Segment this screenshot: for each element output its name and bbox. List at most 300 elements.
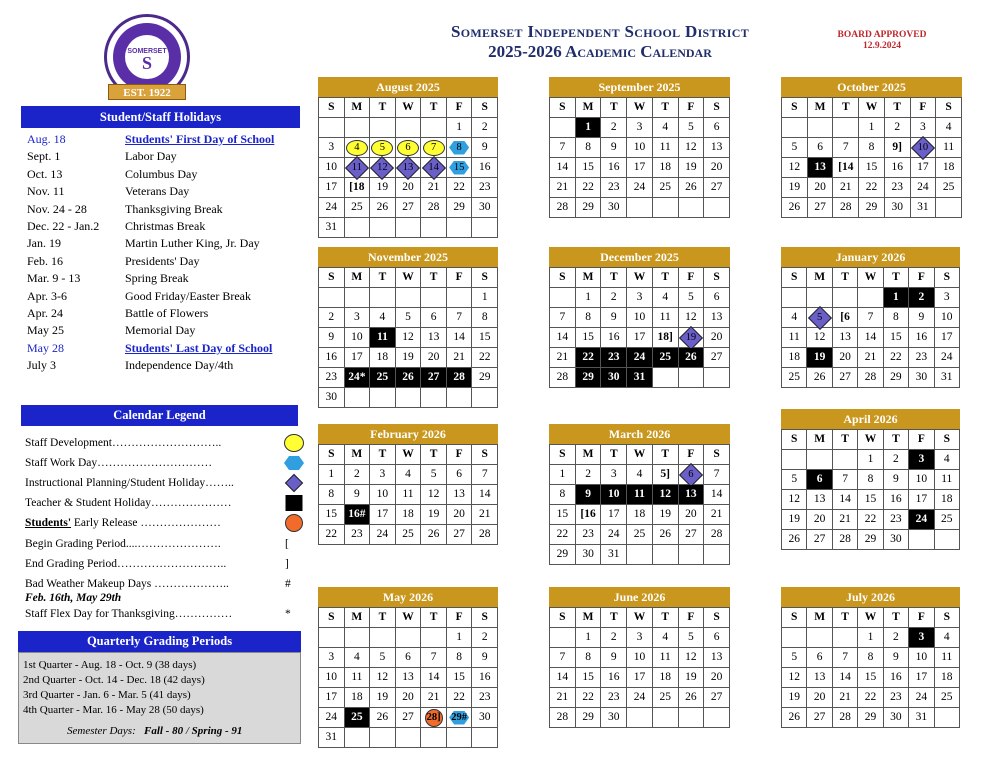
day-cell: 11 bbox=[370, 328, 396, 348]
day-cell: 14 bbox=[421, 668, 447, 688]
holiday-name: Battle of Flowers bbox=[125, 306, 209, 320]
day-cell: 29 bbox=[447, 198, 473, 218]
empty-cell bbox=[447, 728, 473, 748]
day-cell: 31 bbox=[911, 198, 937, 218]
day-number: 5 bbox=[379, 142, 386, 153]
quarter-2: 2nd Quarter - Oct. 14 - Dec. 18 (42 days) bbox=[23, 674, 205, 686]
day-cell: 27 bbox=[807, 708, 832, 728]
day-cell: 8 bbox=[858, 648, 883, 668]
day-cell: 21 bbox=[550, 178, 576, 198]
day-cell: 13 bbox=[704, 138, 730, 158]
spring-days: Spring - 91 bbox=[191, 725, 243, 737]
empty-cell bbox=[653, 198, 679, 218]
day-cell: 18 bbox=[935, 668, 960, 688]
calendar-june-2026 bbox=[549, 587, 730, 728]
black-square-icon bbox=[283, 494, 305, 512]
empty-cell bbox=[807, 450, 832, 470]
weekday-header: W bbox=[396, 268, 422, 288]
day-cell: 8 bbox=[576, 648, 602, 668]
holiday-name: Columbus Day bbox=[125, 166, 198, 181]
day-cell: 28 bbox=[550, 708, 576, 728]
day-cell: 26 bbox=[653, 525, 679, 545]
day-cell: 2 bbox=[345, 465, 371, 485]
day-cell: 12 bbox=[782, 668, 807, 688]
day-cell: 13 bbox=[833, 328, 858, 348]
day-cell: 17 bbox=[319, 688, 345, 708]
weekday-header: M bbox=[807, 608, 832, 628]
day-cell: 19 bbox=[396, 348, 422, 368]
day-cell: 17 bbox=[370, 505, 396, 525]
day-cell: 28 bbox=[833, 198, 859, 218]
day-cell: 11 bbox=[782, 328, 807, 348]
day-cell: 31 bbox=[319, 218, 345, 238]
day-cell: 25 bbox=[345, 198, 371, 218]
weekday-header: S bbox=[319, 445, 345, 465]
day-cell: 13 bbox=[807, 668, 832, 688]
day-cell: 17 bbox=[911, 158, 937, 178]
day-cell: 9 bbox=[601, 138, 627, 158]
empty-cell bbox=[627, 708, 653, 728]
weekday-header: F bbox=[447, 608, 473, 628]
holiday-date: Oct. 13 bbox=[27, 166, 63, 181]
legend-label: Bad Weather Makeup Days ……………….. bbox=[25, 578, 229, 590]
calendar-month-title: April 2026 bbox=[781, 409, 960, 429]
approval-label: BOARD APPROVED bbox=[837, 30, 927, 40]
empty-cell bbox=[627, 198, 653, 218]
weekday-header: T bbox=[370, 608, 396, 628]
day-cell: 5 bbox=[679, 118, 705, 138]
calendar-may-2026 bbox=[318, 587, 498, 748]
weekday-header: S bbox=[319, 98, 345, 118]
day-cell: 17 bbox=[909, 668, 934, 688]
day-cell: 31 bbox=[935, 368, 960, 388]
day-cell: 26 bbox=[679, 348, 705, 368]
day-cell bbox=[911, 138, 937, 158]
day-cell: 25 bbox=[782, 368, 807, 388]
weekday-header: S bbox=[319, 268, 345, 288]
day-cell: 24* bbox=[345, 368, 371, 388]
day-cell: 25 bbox=[936, 178, 962, 198]
holidays-title: Student/Staff Holidays bbox=[21, 106, 300, 128]
day-cell: 2 bbox=[909, 288, 934, 308]
weekday-header: S bbox=[472, 98, 498, 118]
approval-date: 12.9.2024 bbox=[863, 41, 901, 51]
holiday-name: Students' First Day of School bbox=[125, 132, 275, 146]
day-cell: 6 bbox=[808, 138, 834, 158]
day-cell: 13 bbox=[396, 668, 422, 688]
weekday-header: S bbox=[782, 430, 807, 450]
day-cell: 5 bbox=[782, 138, 808, 158]
day-cell: 30 bbox=[909, 368, 934, 388]
holiday-date: Mar. 9 - 13 bbox=[27, 271, 81, 286]
day-cell: 11 bbox=[935, 470, 960, 490]
empty-cell bbox=[319, 118, 345, 138]
day-cell: 29 bbox=[576, 198, 602, 218]
day-cell: 14 bbox=[858, 328, 883, 348]
day-cell: 25 bbox=[653, 688, 679, 708]
day-cell: 8 bbox=[576, 308, 602, 328]
day-cell: 4 bbox=[653, 288, 679, 308]
day-cell: 19 bbox=[679, 668, 705, 688]
day-cell bbox=[447, 708, 473, 728]
empty-cell bbox=[833, 288, 858, 308]
day-cell: 8 bbox=[884, 308, 909, 328]
logo-emblem bbox=[113, 23, 181, 91]
day-cell: 30 bbox=[885, 198, 911, 218]
day-cell: 9 bbox=[472, 138, 498, 158]
semester-label: Semester Days: bbox=[67, 725, 136, 737]
calendar-month-title: January 2026 bbox=[781, 247, 960, 267]
empty-cell bbox=[472, 728, 498, 748]
weekday-header: T bbox=[884, 430, 909, 450]
day-cell: 22 bbox=[859, 178, 885, 198]
day-cell: 9 bbox=[319, 328, 345, 348]
day-cell: 12 bbox=[679, 648, 705, 668]
empty-cell bbox=[808, 118, 834, 138]
empty-cell bbox=[782, 450, 807, 470]
weekday-header: F bbox=[909, 430, 934, 450]
weekday-header: W bbox=[396, 98, 422, 118]
day-cell: 2 bbox=[319, 308, 345, 328]
day-cell: 22 bbox=[576, 688, 602, 708]
day-cell: 17 bbox=[909, 490, 934, 510]
day-cell: 18 bbox=[653, 158, 679, 178]
day-cell: 8 bbox=[447, 648, 473, 668]
day-cell: 1 bbox=[858, 450, 883, 470]
day-cell: 11 bbox=[653, 308, 679, 328]
calendar-grid bbox=[781, 607, 960, 728]
day-cell: 20 bbox=[679, 505, 705, 525]
weekday-header: S bbox=[319, 608, 345, 628]
day-cell: 24 bbox=[909, 688, 934, 708]
empty-cell bbox=[396, 288, 422, 308]
day-cell: 17 bbox=[935, 328, 960, 348]
day-cell: 7 bbox=[833, 470, 858, 490]
weekday-header: S bbox=[704, 268, 730, 288]
empty-cell bbox=[370, 728, 396, 748]
day-cell: 11 bbox=[345, 668, 371, 688]
day-cell: 3 bbox=[345, 308, 371, 328]
day-cell: 8 bbox=[472, 308, 498, 328]
weekday-header: S bbox=[704, 445, 730, 465]
day-cell: 28 bbox=[858, 368, 883, 388]
weekday-header: T bbox=[833, 268, 858, 288]
day-cell: 21 bbox=[550, 348, 576, 368]
yellow-circle-icon bbox=[283, 434, 305, 452]
weekday-header: W bbox=[858, 608, 883, 628]
day-cell: 20 bbox=[704, 158, 730, 178]
day-cell: 12 bbox=[679, 308, 705, 328]
blue-hexagon-icon bbox=[283, 454, 305, 472]
empty-cell bbox=[909, 530, 934, 550]
calendar-february-2026 bbox=[318, 424, 498, 545]
empty-cell bbox=[345, 118, 371, 138]
day-cell: 27 bbox=[808, 198, 834, 218]
empty-cell bbox=[421, 288, 447, 308]
empty-cell bbox=[935, 530, 960, 550]
day-cell: 13 bbox=[421, 328, 447, 348]
legend-symbol: # bbox=[285, 578, 291, 590]
day-cell: 17 bbox=[627, 158, 653, 178]
empty-cell bbox=[421, 728, 447, 748]
calendar-month-title: October 2025 bbox=[781, 77, 962, 97]
day-cell: 7 bbox=[833, 648, 858, 668]
day-cell: 12 bbox=[421, 485, 447, 505]
day-cell: 23 bbox=[884, 510, 909, 530]
day-cell: 25 bbox=[935, 510, 960, 530]
day-cell: 9 bbox=[601, 308, 627, 328]
empty-cell bbox=[679, 708, 705, 728]
day-cell bbox=[370, 138, 396, 158]
holiday-name: Veterans Day bbox=[125, 184, 190, 199]
weekday-header: T bbox=[653, 268, 679, 288]
day-cell: 26 bbox=[421, 525, 447, 545]
day-cell bbox=[447, 138, 473, 158]
holiday-date: May 25 bbox=[27, 323, 64, 338]
day-cell: 3 bbox=[601, 465, 627, 485]
weekday-header: F bbox=[679, 268, 705, 288]
legend-label: Begin Grading Period....…………………. bbox=[25, 538, 221, 550]
day-cell: 5 bbox=[782, 648, 807, 668]
day-cell: 13 bbox=[679, 485, 705, 505]
calendar-month-title: August 2025 bbox=[318, 77, 498, 97]
day-cell: 29 bbox=[576, 368, 602, 388]
holiday-name: Memorial Day bbox=[125, 323, 196, 338]
day-cell: 10 bbox=[601, 485, 627, 505]
day-cell bbox=[396, 138, 422, 158]
weekday-header: S bbox=[472, 608, 498, 628]
day-cell: 7 bbox=[833, 138, 859, 158]
day-cell: 28 bbox=[550, 198, 576, 218]
weekday-header: T bbox=[833, 608, 858, 628]
legend-label: Staff Development……………………….. bbox=[25, 437, 222, 449]
day-cell: 21 bbox=[421, 178, 447, 198]
calendar-january-2026 bbox=[781, 247, 960, 388]
day-cell: 9 bbox=[576, 485, 602, 505]
empty-cell bbox=[653, 708, 679, 728]
day-cell: 7 bbox=[447, 308, 473, 328]
day-cell: 13 bbox=[704, 648, 730, 668]
day-cell: 8 bbox=[319, 485, 345, 505]
holiday-name: Good Friday/Easter Break bbox=[125, 288, 251, 303]
weekday-header: S bbox=[704, 608, 730, 628]
empty-cell bbox=[396, 628, 422, 648]
day-cell: 31 bbox=[601, 545, 627, 565]
day-cell: 1 bbox=[576, 118, 602, 138]
day-cell: 28 bbox=[421, 198, 447, 218]
weekday-header: M bbox=[576, 608, 602, 628]
day-cell: 12 bbox=[679, 138, 705, 158]
day-cell: 21 bbox=[447, 348, 473, 368]
weekday-header: W bbox=[858, 268, 883, 288]
day-cell: 29 bbox=[576, 708, 602, 728]
day-cell: 26 bbox=[782, 198, 808, 218]
day-cell: 4 bbox=[345, 648, 371, 668]
day-cell: 17 bbox=[627, 328, 653, 348]
day-cell: 26 bbox=[807, 368, 832, 388]
page-subtitle: 2025-2026 Academic Calendar bbox=[488, 42, 712, 61]
day-cell: 21 bbox=[833, 178, 859, 198]
day-cell: 25 bbox=[627, 525, 653, 545]
day-cell: 1 bbox=[884, 288, 909, 308]
holiday-date: Nov. 24 - 28 bbox=[27, 201, 87, 216]
weekday-header: M bbox=[345, 268, 371, 288]
legend-row bbox=[25, 514, 221, 532]
calendar-april-2026 bbox=[781, 409, 960, 550]
legend-label: Early Release ………………… bbox=[71, 517, 221, 529]
day-cell: 12 bbox=[370, 668, 396, 688]
day-cell: 11 bbox=[396, 485, 422, 505]
empty-cell bbox=[704, 368, 730, 388]
day-cell bbox=[807, 308, 832, 328]
empty-cell bbox=[370, 388, 396, 408]
holiday-date: July 3 bbox=[27, 358, 57, 373]
calendar-month-title: July 2026 bbox=[781, 587, 960, 607]
day-cell: 19 bbox=[782, 510, 807, 530]
legend-label: End Grading Period……………………….. bbox=[25, 558, 227, 570]
day-cell: 27 bbox=[396, 198, 422, 218]
day-cell: 9 bbox=[472, 648, 498, 668]
day-cell: 20 bbox=[447, 505, 473, 525]
day-cell: 15 bbox=[550, 505, 576, 525]
day-cell: 30 bbox=[601, 198, 627, 218]
legend-title: Calendar Legend bbox=[21, 405, 298, 426]
day-cell: 7 bbox=[550, 308, 576, 328]
day-cell: 1 bbox=[858, 628, 883, 648]
day-cell: 1 bbox=[447, 628, 473, 648]
calendar-grid bbox=[318, 97, 498, 238]
calendar-october-2025 bbox=[781, 77, 962, 218]
day-cell bbox=[345, 158, 371, 178]
day-cell: 5 bbox=[421, 465, 447, 485]
day-cell: 26 bbox=[370, 708, 396, 728]
day-cell: [16 bbox=[576, 505, 602, 525]
day-cell: 19 bbox=[782, 178, 808, 198]
day-cell: 3 bbox=[627, 628, 653, 648]
weekday-header: T bbox=[421, 268, 447, 288]
day-cell: 22 bbox=[447, 178, 473, 198]
weekday-header: S bbox=[935, 608, 960, 628]
calendar-grid bbox=[318, 267, 498, 408]
holiday-name: Spring Break bbox=[125, 271, 189, 286]
day-number: 11 bbox=[351, 162, 362, 173]
weekday-header: F bbox=[911, 98, 937, 118]
day-cell: 12 bbox=[782, 158, 808, 178]
day-cell: 21 bbox=[704, 505, 730, 525]
day-number: 6 bbox=[688, 469, 694, 480]
day-cell: 19 bbox=[679, 158, 705, 178]
day-cell: 27 bbox=[704, 688, 730, 708]
calendar-grid bbox=[781, 429, 960, 550]
day-cell: 14 bbox=[833, 490, 858, 510]
day-cell: 7 bbox=[421, 648, 447, 668]
day-cell: 18 bbox=[936, 158, 962, 178]
day-cell: 5 bbox=[679, 628, 705, 648]
weekday-header: W bbox=[396, 608, 422, 628]
day-cell bbox=[421, 158, 447, 178]
empty-cell bbox=[472, 388, 498, 408]
day-cell: 1 bbox=[859, 118, 885, 138]
day-cell: 20 bbox=[833, 348, 858, 368]
weekday-header: T bbox=[370, 98, 396, 118]
weekday-header: T bbox=[370, 445, 396, 465]
day-cell: 1 bbox=[550, 465, 576, 485]
day-cell: 22 bbox=[858, 688, 883, 708]
empty-cell bbox=[345, 628, 371, 648]
day-cell: 23 bbox=[601, 178, 627, 198]
legend-label: Instructional Planning/Student Holiday…….. bbox=[25, 477, 234, 489]
day-cell: 4 bbox=[782, 308, 807, 328]
empty-cell bbox=[396, 728, 422, 748]
day-cell: 13 bbox=[704, 308, 730, 328]
day-cell: 27 bbox=[447, 525, 473, 545]
quarter-3: 3rd Quarter - Jan. 6 - Mar. 5 (41 days) bbox=[23, 689, 191, 701]
day-cell: 23 bbox=[909, 348, 934, 368]
day-cell: 25 bbox=[935, 688, 960, 708]
day-cell: 19 bbox=[782, 688, 807, 708]
holiday-date: Nov. 11 bbox=[27, 184, 65, 199]
day-cell: 3 bbox=[319, 138, 345, 158]
weekday-header: F bbox=[447, 98, 473, 118]
day-cell: [18 bbox=[345, 178, 371, 198]
day-cell: 2 bbox=[884, 628, 909, 648]
calendar-grid bbox=[781, 267, 960, 388]
day-cell: 1 bbox=[319, 465, 345, 485]
day-cell: 15 bbox=[858, 668, 883, 688]
empty-cell bbox=[396, 118, 422, 138]
day-cell: 2 bbox=[601, 118, 627, 138]
empty-cell bbox=[319, 628, 345, 648]
day-cell: 18 bbox=[396, 505, 422, 525]
day-cell: 9 bbox=[345, 485, 371, 505]
day-cell: 24 bbox=[627, 178, 653, 198]
empty-cell bbox=[396, 218, 422, 238]
approval-note bbox=[822, 30, 942, 52]
weekday-header: T bbox=[884, 268, 909, 288]
day-cell: 6 bbox=[396, 648, 422, 668]
day-cell: 7 bbox=[472, 465, 498, 485]
day-cell: 6 bbox=[807, 470, 832, 490]
calendar-july-2026 bbox=[781, 587, 960, 728]
logo-banner: EST. 1922 bbox=[108, 84, 186, 100]
day-cell: 27 bbox=[807, 530, 832, 550]
empty-cell bbox=[370, 118, 396, 138]
day-cell bbox=[447, 158, 473, 178]
day-cell: 22 bbox=[447, 688, 473, 708]
legend-label-bold: Students' bbox=[25, 517, 72, 529]
empty-cell bbox=[345, 728, 371, 748]
day-cell: 28 bbox=[550, 368, 576, 388]
day-cell: 20 bbox=[808, 178, 834, 198]
day-cell: 13 bbox=[447, 485, 473, 505]
day-cell: 26 bbox=[782, 708, 807, 728]
day-cell: 12 bbox=[653, 485, 679, 505]
weekday-header: T bbox=[833, 98, 859, 118]
day-cell: 30 bbox=[319, 388, 345, 408]
day-cell: 7 bbox=[550, 648, 576, 668]
day-cell: 28 bbox=[833, 708, 858, 728]
day-cell: 15 bbox=[447, 668, 473, 688]
empty-cell bbox=[550, 288, 576, 308]
day-cell: 30 bbox=[576, 545, 602, 565]
calendar-grid bbox=[549, 97, 730, 218]
day-cell: 1 bbox=[576, 628, 602, 648]
day-cell: 20 bbox=[704, 328, 730, 348]
weekday-header: W bbox=[859, 98, 885, 118]
weekday-header: W bbox=[627, 268, 653, 288]
day-number: 8 bbox=[456, 142, 462, 153]
day-cell: 31 bbox=[627, 368, 653, 388]
